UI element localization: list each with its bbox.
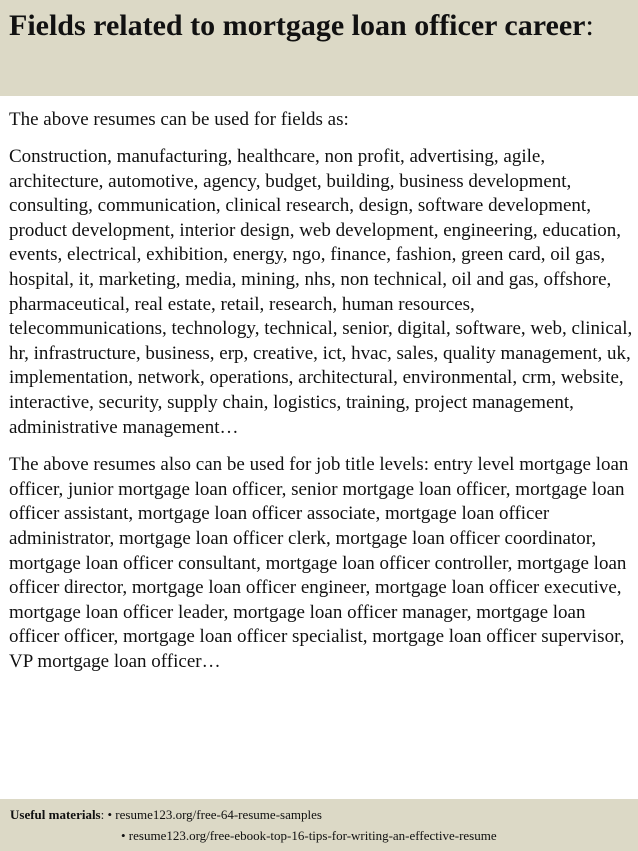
- footer-band: [0, 799, 638, 851]
- page-title: [9, 6, 629, 45]
- main-content: [9, 108, 635, 687]
- footer-row-1: [10, 805, 322, 825]
- ebook-tips-link[interactable]: • resume123.org/free-ebook-top-16-tips-for-writing-an-effective-resume: [121, 828, 497, 843]
- header-band: [0, 0, 638, 96]
- job-levels-list: The above resumes also can be used for job title levels: entry level mortgage loan officer, junior mortgage loan officer, senior mortgage loan officer, mortgage loan officer assistant, mortgage loan officer associate, mortgage loan officer administrator, mortgage loan officer clerk, mortgage loan officer coordinator, mortgage loan officer consultant, mortgage loan officer controller, mortgage loan officer director, mortgage loan officer engineer, mortgage loan officer executive, mortgage loan officer leader, mortgage loan officer manager, mortgage loan officer officer, mortgage loan officer specialist, mortgage loan officer supervisor, VP mortgage loan officer…: [9, 454, 629, 672]
- resume-samples-link[interactable]: • resume123.org/free-64-resume-samples: [107, 807, 322, 822]
- useful-materials-separator: :: [100, 807, 108, 822]
- fields-list: Construction, manufacturing, healthcare, non profit, advertising, agile, architecture, automotive, agency, budget, building, business development, consulting, communication, clinical research, design, software development, product development, interior design, web development, engineering, education, events, electrical, exhibition, energy, ngo, finance, fashion, green card, oil gas, hospital, it, marketing, media, mining, nhs, non technical, oil and gas, offshore, pharmaceutical, real estate, retail, research, human resources, telecommunications, technology, technical, senior, digital, software, web, clinical, hr, infrastructure, business, erp, creative, ict, hvac, sales, quality management, uk, implementation, network, operations, architectural, environmental, crm, website, interactive, security, supply chain, logistics, training, project management, administrative management…: [9, 146, 633, 438]
- footer-row-2: [121, 826, 497, 846]
- page-title-colon: :: [585, 9, 594, 42]
- page-title-text: Fields related to mortgage loan officer career: [9, 9, 586, 42]
- intro-text: The above resumes can be used for fields as:: [9, 109, 349, 130]
- useful-materials-label: Useful materials: [10, 807, 101, 822]
